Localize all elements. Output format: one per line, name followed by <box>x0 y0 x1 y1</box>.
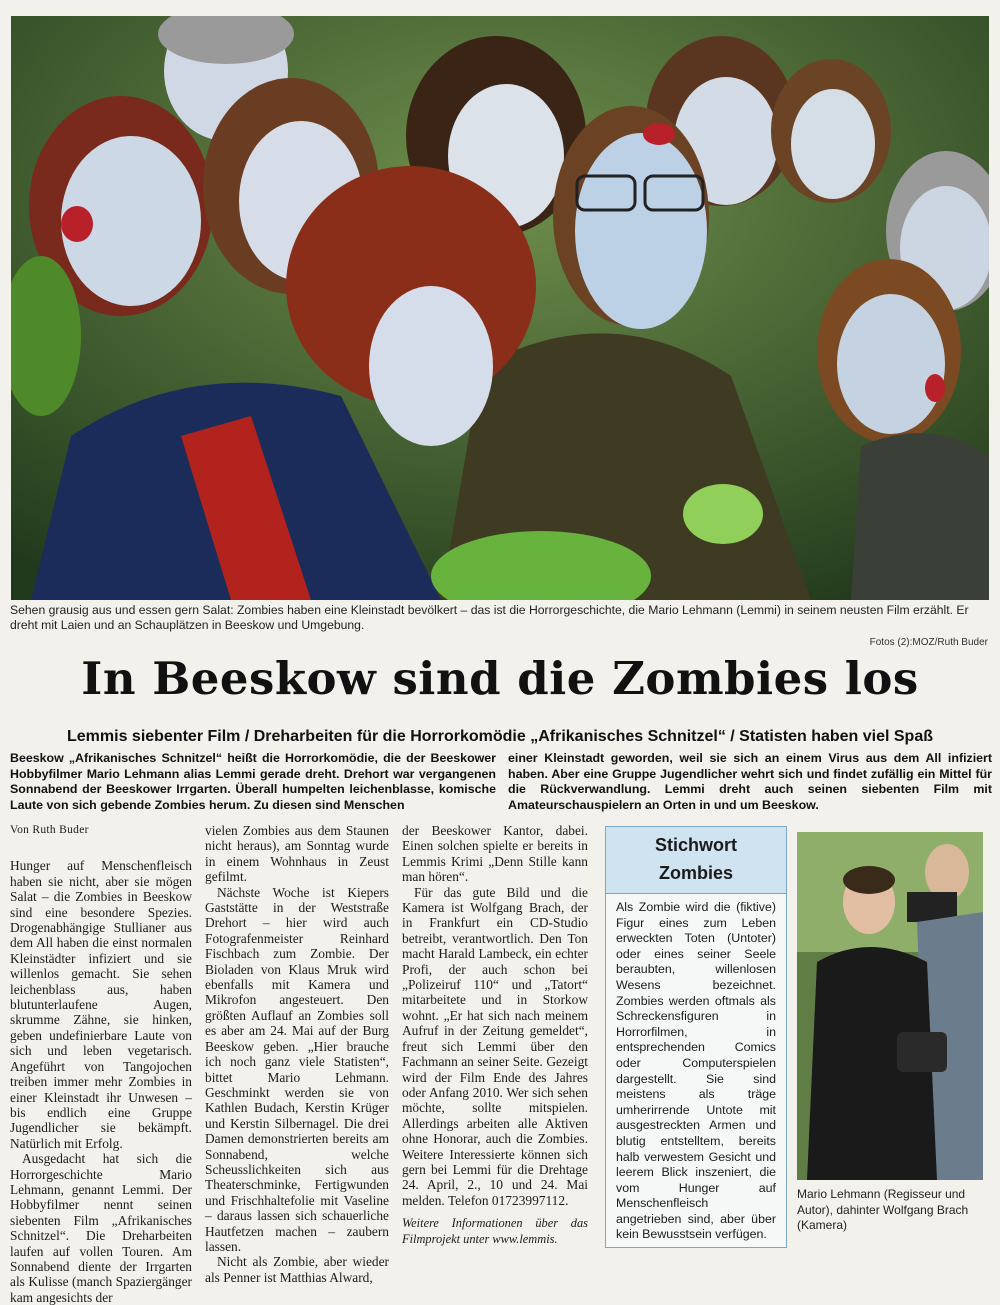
lead-paragraph-left: Beeskow „Afrikanisches Schnitzel“ heißt die Horrorkomödie, die der Beeskower Hobbyfilmer Mario Lehmann alias Lemmi gerade dreht. Drehort war vergangenen Sonnabend der Beeskower Irrgarten. Überall humpelten leichenblasse, komische Laute von sich gebende Zombies herum. Zu diesen sind Menschen <box>10 751 496 812</box>
more-info-note: Weitere Informationen über das Filmprojekt unter www.lemmis. <box>402 1216 588 1246</box>
article-column-1 <box>10 823 192 1305</box>
article-column-2 <box>205 823 389 1285</box>
paragraph: Für das gute Bild und die Kamera ist Wolfgang Brach, der in Frankfurt ein CD-Studio betreibt, verantwortlich. Den Ton macht Harald Lambeck, ein echter Profi, der auch schon bei „Polizeiruf 110“ und „Tatort“ mitarbeitete und in Storkow wohnt. „Er hat sich nach meinem Aufruf in der Zeitung gemeldet“, freut sich Lemmi über den Fachmann an seiner Seite. Gezeigt wird der Film Ende des Jahres oder Anfang 2010. Wer sich sehen möchte, sollte mitspielen. Allerdings arbeiten alle Aktiven ohne Honorar, auch die Zombies. Weitere Interessierte können sich gern bei Lemmi für die Drehtage 24. April, 2., 10 und 24. Mai melden. Telefon 01723997112. <box>402 884 588 1208</box>
photo-credit: Fotos (2):MOZ/Ruth Buder <box>869 637 988 648</box>
main-photo-zombies <box>11 16 989 600</box>
article-column-3 <box>402 823 588 1247</box>
paragraph: Nicht als Zombie, aber wieder als Penner ist Matthias Alward, <box>205 1254 389 1285</box>
paragraph: Hunger auf Menschenfleisch haben sie nicht, aber sie mögen Salat – die Zombies in Beeskow sind eine besondere Spezies. Drogenabhängige Stullianer aus dem All haben die einst normalen Kleinstädter infiziert und sie willenlos gemacht. Sie sehen leichenblass aus, haben blutunterlaufene Augen, skrumme Zähne, sie hinken, geben undefinierbare Laute von sich und leben vegetarisch. Angeführt von Tangojochen treiben immer mehr Zombies in einer Kleinstadt ihr Unwesen – bis endlich eine Gruppe Jugendlicher sie bekämpft. Natürlich mit Erfolg. <box>10 858 192 1151</box>
paragraph: Nächste Woche ist Kiepers Gaststätte in der Weststraße Drehort – hier wird auch Fotografenmeister Reinhard Fischbach zum Zombie. Der Bioladen von Klaus Mruk wird ebenfalls mit Kamera und Mikrofon angesteuert. Den größten Auflauf an Zombies soll es aber am 24. Mai auf der Burg Beeskow geben. „Hier brauche ich noch ganz viele Statisten“, bittet Mario Lehmann. Geschminkt werden sie von Kathlen Budach, Kerstin Krüger und Kerstin Silbernagel. Die drei Damen demonstrierten bereits am Sonnabend, welche Scheusslichkeiten sich aus Theaterschminke, Fertigwunden und Frischhaltefolie mit Vaseline – daraus lassen sich schauerliche Hautfetzen machen – zaubern lassen. <box>205 884 389 1254</box>
lead-paragraph-right: einer Kleinstadt geworden, weil sie sich an einem Virus aus dem All infiziert haben. Aber eine Gruppe Jugendlicher wehrt sich und findet zufällig ein Mittel für die Rückverwandlung. Lemmi dreht auch seinen siebenten Film mit Amateurschauspielern an Orten in und um Beeskow. <box>508 751 992 812</box>
paragraph: der Beeskower Kantor, dabei. Einen solchen spielte er bereits in Lemmis Krimi „Denn Stille kann man hören“. <box>402 823 588 885</box>
photo-caption: Sehen grausig aus und essen gern Salat: Zombies haben eine Kleinstadt bevölkert – das ist die Horrorgeschichte, die Mario Lehmann (Lemmi) in seinem neusten Film erzählt. Er dreht mit Laien und an Schauplätzen in Beeskow und Umgebung. <box>10 603 969 632</box>
side-photo-caption: Mario Lehmann (Regisseur und Autor), dahinter Wolfgang Brach (Kamera) <box>797 1187 969 1232</box>
side-photo-mario-lehmann <box>797 832 983 1180</box>
box-body: Als Zombie wird die (fiktive) Figur eines zum Leben erweckten Toten (Untoter) oder eines seiner Seele beraubten, willenlosen Wesens bezeichnet. Zombies werden oftmals als Schreckensfiguren in Horrorfilmen, in entsprechenden Comics oder Computerspielen dargestellt. Sie sind meistens als träge umherirrende Untote mit ausgestreckten Armen und blutig entstelltem, bereits halb verwestem Gesicht und leerem Blick inszeniert, die vom Hunger auf Menschenfleisch angetrieben sind, aber über kein Bewusstsein verfügen. <box>616 900 776 1242</box>
byline: Von Ruth Buder <box>10 824 89 836</box>
box-header <box>606 827 786 894</box>
box-title-zombies: Zombies <box>658 863 733 883</box>
paragraph: vielen Zombies aus dem Staunen nicht heraus), am Sonntag wurde in einem Wohnhaus in Zeust gefilmt. <box>205 823 389 885</box>
box-title-stichwort: Stichwort <box>654 835 737 855</box>
paragraph: Ausgedacht hat sich die Horrorgeschichte Mario Lehmann, genannt Lemmi. Der Hobbyfilmer nennt seinen siebenten Film „Afrikanisches Schnitzel“. Die Dreharbeiten laufen auf vollen Touren. Am Sonnabend diente der Irrgarten als Kulisse (manch Spaziergänger kam angesichts der <box>10 1151 192 1305</box>
stichwort-box <box>605 826 787 1248</box>
subheadline: Lemmis siebenter Film / Dreharbeiten für die Horrorkomödie „Afrikanisches Schnitzel“ / Statisten haben viel Spaß <box>67 728 933 745</box>
headline: In Beeskow sind die Zombies los <box>81 652 919 705</box>
